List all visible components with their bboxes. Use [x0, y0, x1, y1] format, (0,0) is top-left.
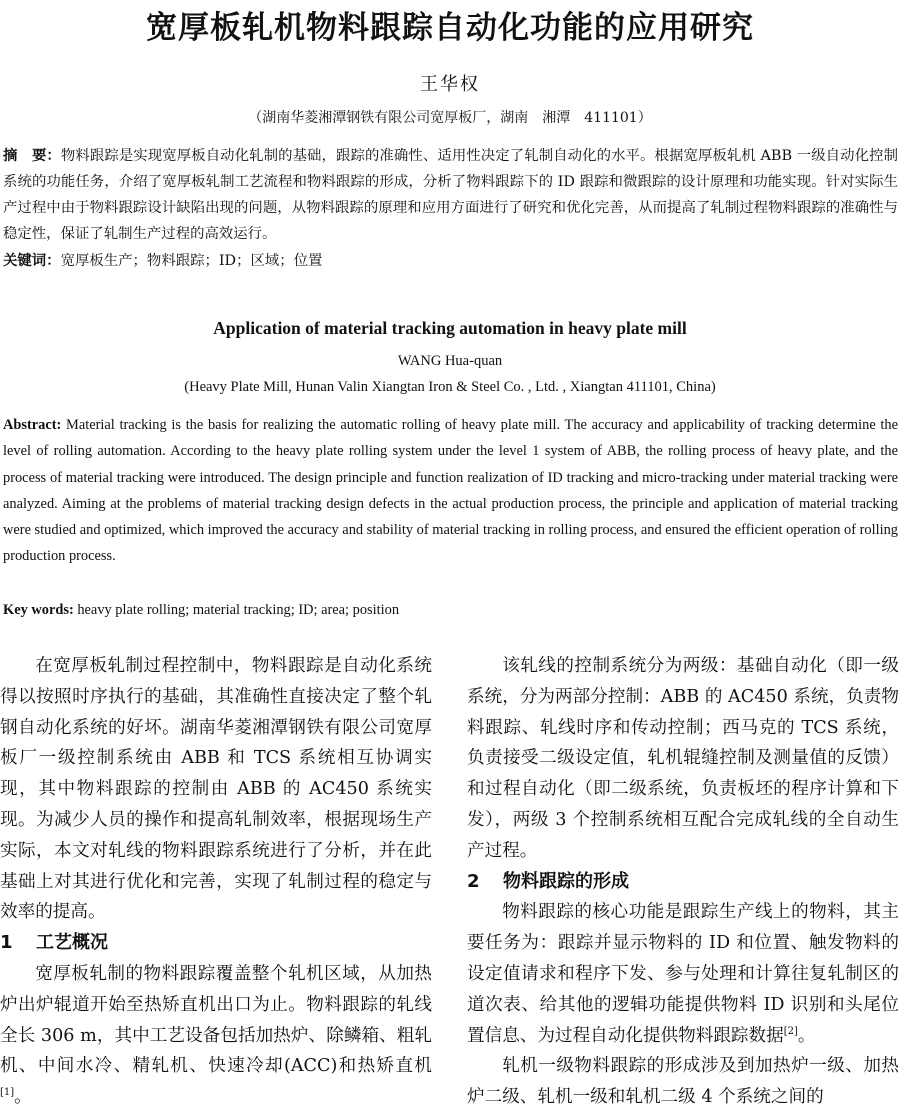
tracking-formation-paragraph: 轧机一级物料跟踪的形成涉及到加热炉一级、加热炉二级、轧机一级和轧机二级 4 个系统之间的	[467, 1056, 899, 1108]
paper-title: 宽厚板轧机物料跟踪自动化功能的应用研究	[146, 10, 754, 46]
section-2-end: 。	[797, 1025, 816, 1046]
keywords-zh	[3, 248, 898, 274]
abstract-zh	[3, 143, 898, 247]
section-2-title: 物料跟踪的形成	[503, 870, 629, 892]
paper-title-en: Application of material tracking automation in heavy plate mill	[213, 318, 687, 338]
section-1-end: 。	[14, 1087, 32, 1108]
author-affiliation: （湖南华菱湘潭钢铁有限公司宽厚板厂，湖南 湘潭 411101）	[248, 110, 652, 126]
intro-paragraph: 在宽厚板轧制过程控制中，物料跟踪是自动化系统得以按照时序执行的基础，其准确性直接决定了整个轧钢自动化系统的好坏。湖南华菱湘潭钢铁有限公司宽厚板厂一级控制系统由 ABB 和 TCS 系统相互协调实现，其中物料跟踪的控制由 ABB 的 AC450 系统实现。为减少人员的操作和提高轧制效率，根据现场生产实际，本文对轧线的物料跟踪系统进行了分析，并在此基础上对其进行优化和完善，实现了轧制过程的稳定与效率的提高。	[0, 656, 432, 923]
section-1-heading	[0, 928, 432, 959]
section-2-paragraph	[467, 897, 899, 1051]
section-1-title: 工艺概况	[36, 932, 108, 954]
abstract-en-label: Abstract:	[3, 417, 62, 433]
author-name-en: WANG Hua-quan	[397, 353, 503, 369]
abstract-zh-label: 摘 要：	[3, 148, 61, 164]
section-2-number: 2	[467, 870, 480, 892]
keywords-zh-text: 宽厚板生产；物料跟踪；ID；区域；位置	[60, 253, 323, 269]
abstract-zh-text: 物料跟踪是实现宽厚板自动化轧制的基础，跟踪的准确性、适用性决定了轧制自动化的水平。根据宽厚板轧机 ABB 一级自动化控制系统的功能任务，介绍了宽厚板轧制工艺流程和物料跟踪的形成，分析了物料跟踪下的 ID 跟踪和微跟踪的设计原理和功能实现。针对实际生产过程中由于物料跟踪设计缺陷出现的问题，从物料跟踪的原理和应用方面进行了研究和优化完善，从而提高了轧制过程物料跟踪的准确性与稳定性，保证了轧制生产过程的高效运行。	[3, 148, 898, 242]
section-1-text: 宽厚板轧制的物料跟踪覆盖整个轧机区域，从加热炉出炉辊道开始至热矫直机出口为止。物料跟踪的轧线全长 306 m，其中工艺设备包括加热炉、除鳞箱、粗轧机、中间水冷、精轧机、快速冷却(ACC)和热矫直机	[0, 963, 432, 1077]
control-system-paragraph: 该轧线的控制系统分为两级：基础自动化（即一级系统，分为两部分控制：ABB 的 AC450 系统，负责物料跟踪、轧线时序和传动控制；西马克的 TCS 系统，负责接受二级设定值，轧机辊缝控制及测量值的反馈）和过程自动化（即二级系统，负责板坯的程序计算和下发），两级 3 个控制系统相互配合完成轧线的全自动生产过程。	[467, 656, 899, 861]
section-1-number: 1	[0, 932, 13, 954]
body-column-right	[467, 651, 899, 1113]
keywords-zh-label: 关键词：	[3, 253, 61, 269]
citation-1: [1]	[0, 1087, 15, 1099]
keywords-en-label: Key words:	[3, 602, 74, 618]
keywords-en	[3, 597, 898, 623]
citation-2: [2]	[783, 1025, 798, 1037]
author-name: 王华权	[420, 74, 480, 95]
body-column-left	[0, 651, 432, 1113]
author-affiliation-en: (Heavy Plate Mill, Hunan Valin Xiangtan Iron & Steel Co. , Ltd. , Xiangtan 411101, China)	[184, 379, 716, 395]
section-2-heading	[467, 867, 899, 898]
abstract-en-text: Material tracking is the basis for realizing the automatic rolling of heavy plate mill. The accuracy and applicability of tracking determine the level of rolling automation. According to the heavy plate rolling system under the level 1 system of ABB, the rolling process of heavy plate, and the process of material tracking were introduced. The design principle and function realization of ID tracking and micro-tracking under material tracking were analyzed. Aiming at the problems of material tracking design defects in the actual production process, the principle and application of material tracking were studied and optimized, which improved the accuracy and stability of material tracking in rolling process, and ensured the efficient operation of rolling production process.	[3, 417, 898, 565]
keywords-en-text: heavy plate rolling; material tracking; ID; area; position	[73, 602, 400, 618]
section-1-paragraph	[0, 959, 432, 1113]
abstract-en	[3, 412, 898, 570]
section-2-text: 物料跟踪的核心功能是跟踪生产线上的物料，其主要任务为：跟踪并显示物料的 ID 和位置、触发物料的设定值请求和程序下发、参与处理和计算往复轧制区的道次表、给其他的逻辑功能提供物料 ID 识别和头尾位置信息、为过程自动化提供物料跟踪数据	[467, 902, 899, 1046]
